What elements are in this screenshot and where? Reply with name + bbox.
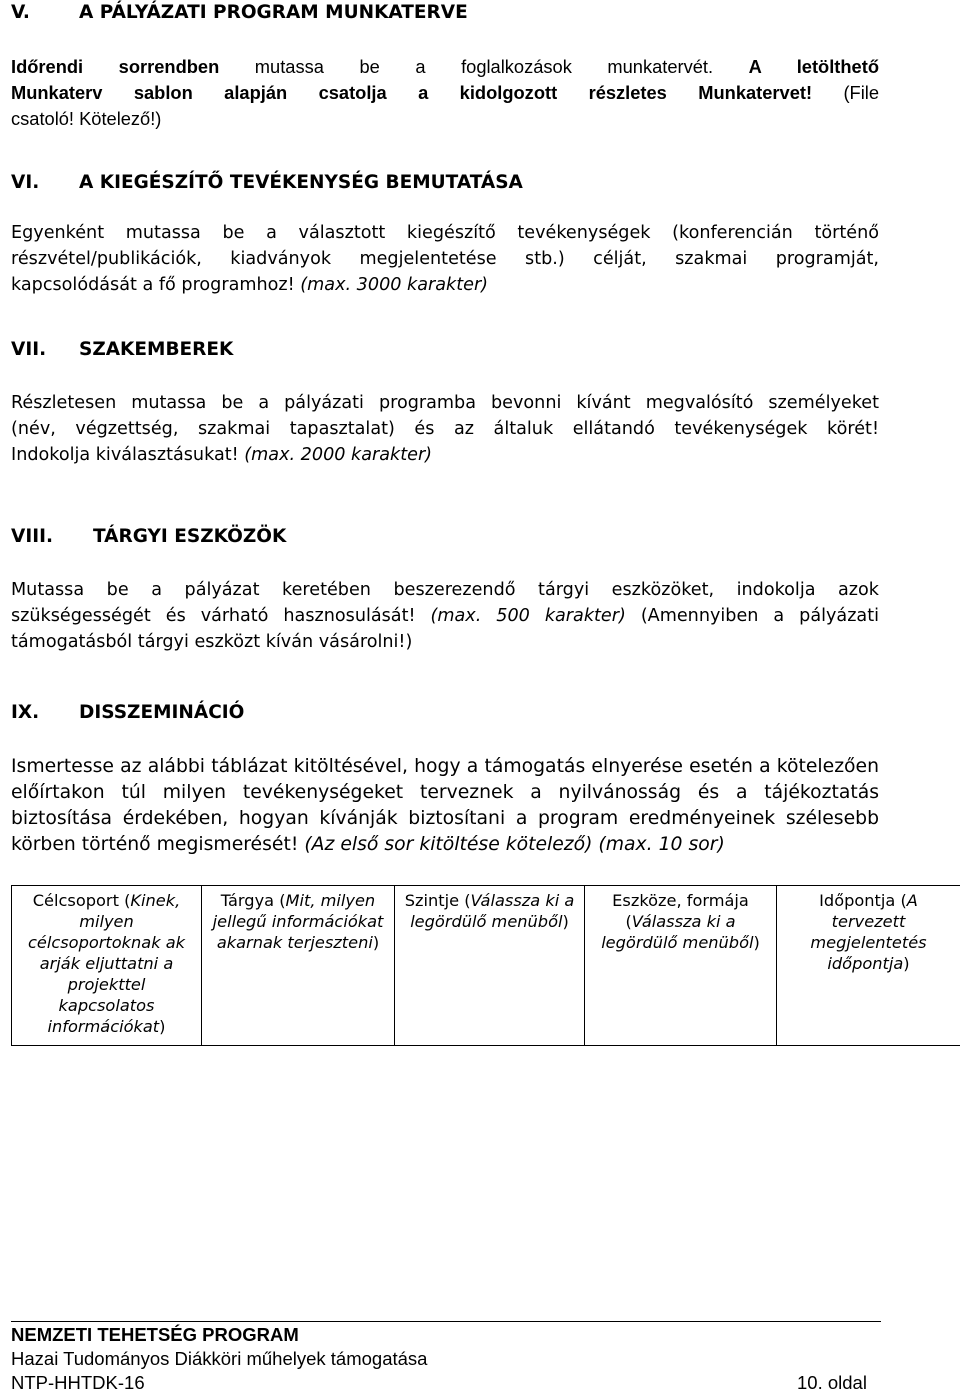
section-ix-line: [11, 806, 879, 832]
section-v-line-run: Időrendi sorrendben: [11, 56, 219, 77]
section-ix-title: DISSZEMINÁCIÓ: [79, 700, 244, 726]
section-viii-heading: [11, 524, 53, 550]
section-vii-line: [11, 442, 879, 468]
section-vi-heading: [11, 170, 39, 196]
section-v-line: [11, 105, 879, 131]
section-viii-line-run: szükségességét és várható hasznosulását!: [11, 606, 431, 626]
section-viii-line: [11, 577, 879, 603]
header-targya-run: Mit, milyen jellegű információkat akarnak terjeszteni: [213, 891, 384, 952]
header-szintje: [395, 886, 585, 1046]
section-ix-line-run: előírtakon túl milyen tevékenységeket terveznek a nyilvánosság és a tájékoztatás: [11, 782, 879, 803]
section-viii-title: TÁRGYI ESZKÖZÖK: [93, 524, 286, 550]
section-ix-line-run: (Az első sor kitöltése kötelező) (max. 10 sor): [304, 834, 724, 855]
header-idopontja: [777, 886, 960, 1046]
page-footer: [11, 1323, 881, 1395]
section-viii-line: [11, 629, 879, 655]
header-eszkoze-run: Válassza ki a legördülő menüből: [601, 912, 753, 952]
section-vi-line-run: részvétel/publikációk, kiadványok megjelentetése stb.) célját, szakmai programját,: [11, 249, 879, 269]
section-v-body: [11, 53, 879, 131]
section-vi-number: VI.: [11, 172, 39, 193]
header-targya-run: ): [373, 933, 379, 952]
page-number: 10. oldal: [797, 1371, 867, 1395]
section-viii-line-run: Mutassa be a pályázat keretében beszerezendő tárgyi eszközöket, indokolja azok: [11, 580, 879, 600]
section-vii-line-run: Indokolja kiválasztásukat!: [11, 445, 244, 465]
header-celcsoport-run: ): [159, 1017, 165, 1036]
table-header-row: [12, 886, 960, 1046]
section-vii-title: SZAKEMBEREK: [79, 337, 233, 363]
section-vii-line-run: (max. 2000 karakter): [244, 445, 432, 465]
header-celcsoport-run: Célcsoport (: [33, 891, 131, 910]
section-vi-line-run: kapcsolódását a fő programhoz!: [11, 275, 300, 295]
section-v-line: [11, 53, 879, 79]
header-szintje-run: ): [562, 912, 568, 931]
section-vii-body: [11, 390, 879, 468]
footer-subtitle: Hazai Tudományos Diákköri műhelyek támogatása: [11, 1347, 881, 1371]
header-eszkoze-run: Eszköze, formája (: [612, 891, 749, 931]
section-vii-heading: [11, 337, 46, 363]
section-vi-line-run: Egyenként mutassa be a választott kiegészítő tevékenységek (konferencián történő: [11, 223, 879, 243]
header-szintje-run: Válassza ki a legördülő menüből: [410, 891, 574, 931]
section-viii-line-run: (Amennyiben a pályázati: [626, 606, 879, 626]
section-vi-line: [11, 272, 879, 298]
footer-code: NTP-HHTDK-16: [11, 1371, 881, 1395]
section-v-title: A PÁLYÁZATI PROGRAM MUNKATERVE: [79, 0, 468, 26]
section-viii-line: [11, 603, 879, 629]
section-vii-line: [11, 416, 879, 442]
footer-divider: [11, 1321, 881, 1322]
section-v-line-run: A letölthető: [749, 56, 879, 77]
header-targya-run: Tárgya (: [221, 891, 286, 910]
section-ix-number: IX.: [11, 702, 39, 723]
section-vii-line-run: (név, végzettség, szakmai tapasztalat) és az általuk ellátandó tevékenységek körét!: [11, 419, 879, 439]
header-idopontja-run: Időpontja (: [819, 891, 907, 910]
section-vi-body: [11, 220, 879, 298]
section-v-line-run: Munkaterv sablon alapján csatolja a kidolgozott részletes Munkatervet!: [11, 82, 812, 103]
section-ix-body: [11, 754, 879, 858]
section-ix-line-run: Ismertesse az alábbi táblázat kitöltésével, hogy a támogatás elnyerése esetén a kötelezően: [11, 756, 879, 777]
section-ix-line-run: körben történő megismerését!: [11, 834, 304, 855]
section-viii-line-run: támogatásból tárgyi eszközt kíván vásárolni!): [11, 632, 412, 652]
section-viii-body: [11, 577, 879, 655]
section-vi-line-run: (max. 3000 karakter): [300, 275, 488, 295]
header-idopontja-run: A tervezett megjelentetés időpontja: [810, 891, 926, 973]
section-v-line-run: csatoló! Kötelező!): [11, 108, 161, 129]
section-vi-title: A KIEGÉSZÍTŐ TEVÉKENYSÉG BEMUTATÁSA: [79, 170, 523, 196]
section-v-line-run: mutassa be a foglalkozások munkatervét.: [219, 56, 748, 77]
dissemination-table: [11, 885, 960, 1046]
header-szintje-run: Szintje (: [405, 891, 471, 910]
section-v-number: V.: [11, 2, 30, 23]
section-vii-number: VII.: [11, 339, 46, 360]
footer-org: NEMZETI TEHETSÉG PROGRAM: [11, 1323, 881, 1347]
header-eszkoze: [585, 886, 777, 1046]
section-viii-number: VIII.: [11, 526, 53, 547]
section-v-heading: [11, 0, 30, 26]
section-vii-line: [11, 390, 879, 416]
section-ix-line: [11, 832, 879, 858]
section-ix-line-run: biztosítása érdekében, hogyan kívánják biztosítani a program eredményeinek szélesebb: [11, 808, 879, 829]
section-viii-line-run: (max. 500 karakter): [431, 606, 626, 626]
header-celcsoport: [12, 886, 202, 1046]
header-idopontja-run: ): [903, 954, 909, 973]
section-v-line: [11, 79, 879, 105]
header-celcsoport-run: Kinek, milyen célcsoportoknak ak arják eljuttatni a projekttel kapcsolatos információkat: [28, 891, 185, 1036]
section-ix-heading: [11, 700, 39, 726]
section-ix-line: [11, 780, 879, 806]
header-eszkoze-run: ): [753, 933, 759, 952]
section-vi-line: [11, 220, 879, 246]
section-ix-line: [11, 754, 879, 780]
section-vi-line: [11, 246, 879, 272]
header-targya: [202, 886, 395, 1046]
section-vii-line-run: Részletesen mutassa be a pályázati programba bevonni kívánt megvalósító személyeket: [11, 393, 879, 413]
section-v-line-run: (File: [812, 82, 879, 103]
